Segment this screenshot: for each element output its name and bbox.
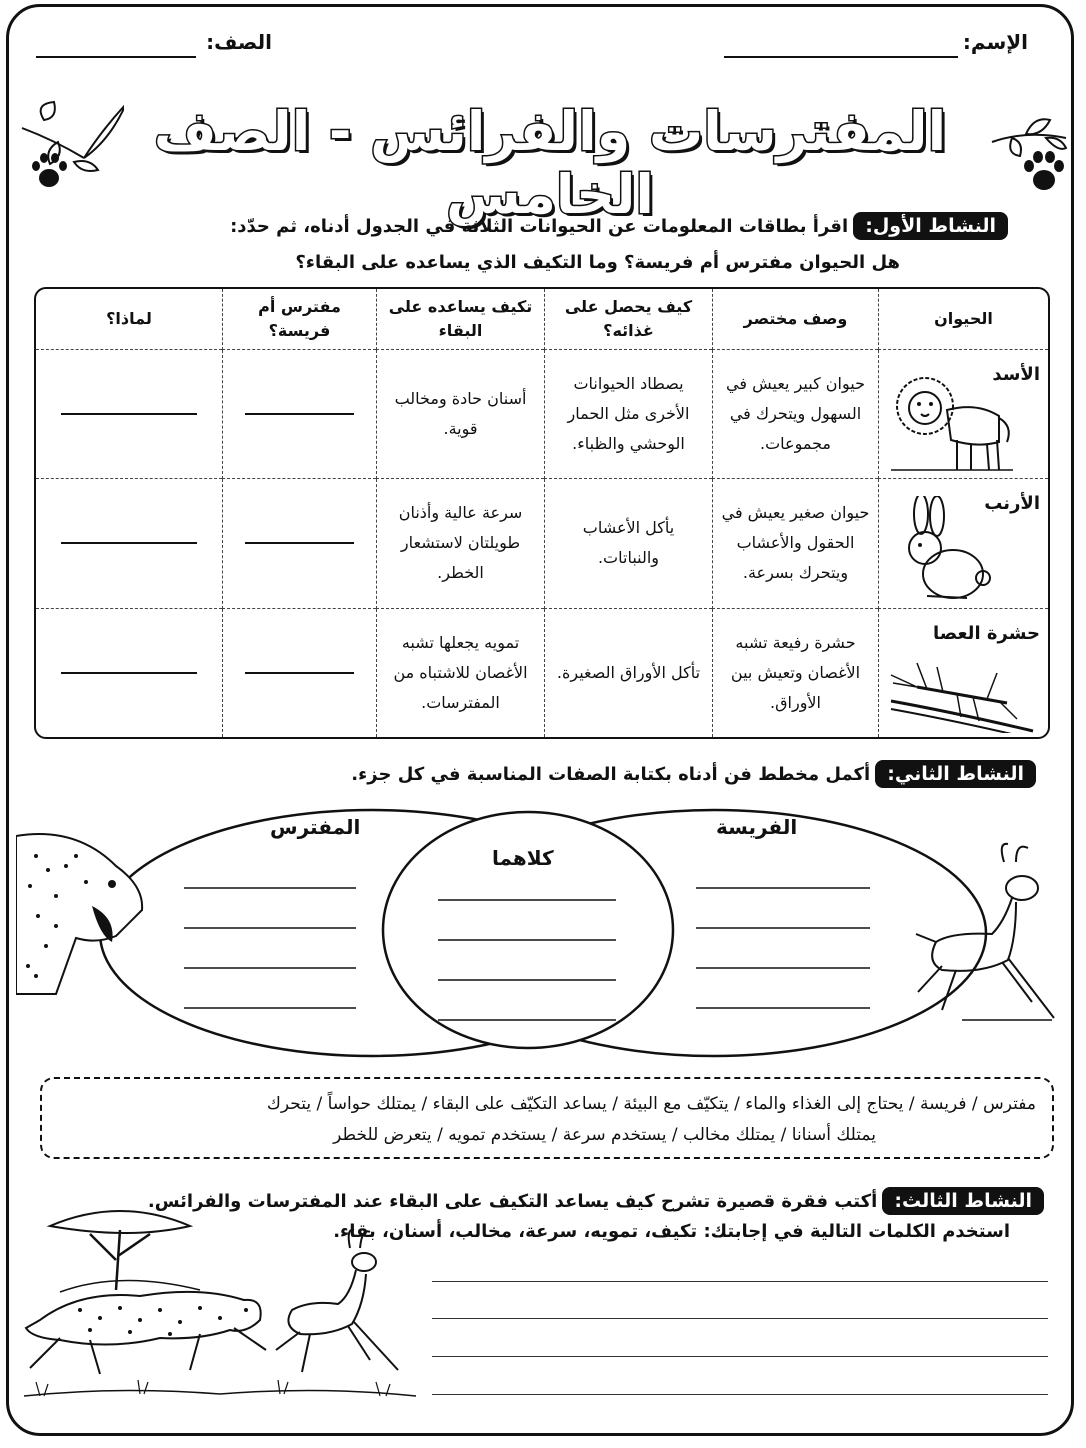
class-label: الصف: [206, 30, 272, 54]
venn-prey-label: الفريسة [716, 815, 798, 839]
col-header-adaptation: تكيف يساعده على البقاء [376, 289, 544, 350]
venn-both-label: كلاهما [492, 846, 554, 870]
word-bank-line: يمتلك أسنانا / يمتلك مخالب / يستخدم سرعة / يستخدم تمويه / يتعرض للخطر [333, 1125, 876, 1145]
type-answer-cell[interactable] [222, 479, 376, 608]
food-cell: يصطاد الحيوانات الأخرى مثل الحمار الوحشي والظباء. [544, 350, 712, 479]
activity3-badge: النشاط الثالث: [882, 1187, 1044, 1215]
writing-line[interactable] [432, 1281, 1048, 1282]
col-header-why: لماذا؟ [36, 289, 222, 350]
adaptation-cell: أسنان حادة ومخالب قوية. [376, 350, 544, 479]
paw-print-icon [28, 150, 70, 192]
animal-name: الأسد [992, 364, 1040, 385]
type-answer-cell[interactable] [222, 609, 376, 737]
venn-predator-label: المفترس [270, 815, 361, 839]
activity1-header [230, 212, 1008, 240]
adaptation-cell: سرعة عالية وأذنان طويلتان لاستشعار الخطر. [376, 479, 544, 608]
page-title: المفترسات والفرائس - الصف الخامس [153, 100, 947, 226]
name-field[interactable] [724, 56, 958, 58]
stick-insect-illustration [887, 643, 1037, 733]
col-header-type: مفترس أم فريسة؟ [222, 289, 376, 350]
paw-print-icon [1020, 148, 1068, 196]
title-banner [120, 84, 980, 226]
word-bank-line: مفترس / فريسة / يحتاج إلى الغذاء والماء / يتكيّف مع البيئة / يساعد التكيّف على البقاء / يمتلك حواساً / يتحرك [266, 1094, 1036, 1114]
name-label: الإسم: [962, 30, 1028, 54]
why-answer-cell[interactable] [36, 350, 222, 479]
lion-illustration [887, 366, 1017, 474]
activity1-instruction-2: هل الحيوان مفترس أم فريسة؟ وما التكيف الذي يساعده على البقاء؟ [295, 252, 900, 273]
why-answer-cell[interactable] [36, 479, 222, 608]
col-header-animal: الحيوان [878, 289, 1048, 350]
activity2-badge: النشاط الثاني: [875, 760, 1036, 788]
activity3-instruction-1: أكتب فقرة قصيرة تشرح كيف يساعد التكيف على البقاء عند المفترسات والفرائس. [147, 1191, 878, 1212]
why-answer-cell[interactable] [36, 609, 222, 737]
food-cell: تأكل الأوراق الصغيرة. [544, 609, 712, 737]
animal-cell [878, 479, 1048, 608]
animals-table [34, 287, 1050, 739]
writing-line[interactable] [432, 1318, 1048, 1319]
type-answer-cell[interactable] [222, 350, 376, 479]
col-header-food: كيف يحصل على غذائه؟ [544, 289, 712, 350]
adaptation-cell: تمويه يجعلها تشبه الأغصان للاشتباه من المفترسات. [376, 609, 544, 737]
col-header-description: وصف مختصر [712, 289, 878, 350]
writing-line[interactable] [432, 1394, 1048, 1395]
class-field[interactable] [36, 56, 196, 58]
word-bank [40, 1077, 1054, 1159]
food-cell: يأكل الأعشاب والنباتات. [544, 479, 712, 608]
activity2-instruction: أكمل مخطط فن أدناه بكتابة الصفات المناسبة في كل جزء. [351, 764, 871, 785]
activity1-instruction-1: اقرأ بطاقات المعلومات عن الحيوانات الثلاثة في الجدول أدناه، ثم حدّد: [230, 216, 849, 237]
table-row [36, 609, 1048, 737]
animal-name: حشرة العصا [933, 622, 1040, 644]
writing-line[interactable] [432, 1356, 1048, 1357]
rabbit-illustration [887, 496, 997, 604]
activity1-badge: النشاط الأول: [853, 212, 1008, 240]
savanna-scene-illustration [20, 1200, 420, 1410]
description-cell: حيوان صغير يعيش في الحقول والأعشاب ويتحرك بسرعة. [712, 479, 878, 608]
animal-name: الأرنب [984, 493, 1040, 515]
description-cell: حيوان كبير يعيش في السهول ويتحرك في مجموعات. [712, 350, 878, 479]
animal-cell [878, 609, 1048, 737]
table-header-row [36, 289, 1048, 350]
activity2-header [351, 760, 1036, 788]
description-cell: حشرة رفيعة تشبه الأغصان وتعيش بين الأوراق. [712, 609, 878, 737]
activity3-instruction-2: استخدم الكلمات التالية في إجابتك: تكيف، تمويه، سرعة، مخالب، أسنان، بقاء. [333, 1221, 1010, 1242]
cheetah-illustration [16, 826, 148, 996]
gazelle-illustration [912, 842, 1062, 1024]
table-row [36, 479, 1048, 608]
animal-cell [878, 350, 1048, 479]
table-row [36, 350, 1048, 479]
